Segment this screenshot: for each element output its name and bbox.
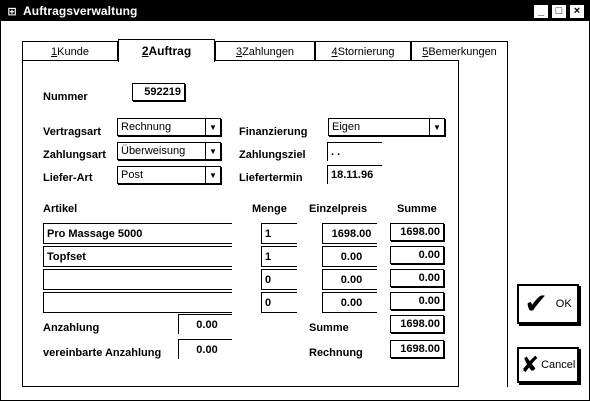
chevron-down-icon[interactable]: ▼ (205, 167, 220, 183)
zahlungsart-label: Zahlungsart (43, 149, 106, 161)
chevron-down-icon[interactable]: ▼ (205, 143, 220, 159)
einzelpreis-header: Einzelpreis (309, 203, 368, 215)
menge-field[interactable]: 0 (261, 292, 297, 313)
einzelpreis-field[interactable]: 0.00 (322, 269, 377, 290)
close-button[interactable]: × (569, 4, 585, 19)
finanzierung-label: Finanzierung (239, 126, 308, 138)
lieferart-label: Liefer-Art (43, 172, 93, 184)
chevron-down-icon[interactable]: ▼ (205, 119, 220, 135)
anzahlung-field[interactable]: 0.00 (178, 314, 232, 334)
artikel-field[interactable]: Topfset (43, 246, 232, 267)
summe-header: Summe (397, 203, 437, 215)
tab-strip (19, 39, 509, 61)
zahlungsziel-field[interactable]: . . (327, 142, 382, 161)
nummer-field[interactable]: 592219 (132, 83, 185, 101)
minimize-button[interactable]: _ (533, 4, 549, 19)
menge-field[interactable]: 1 (261, 246, 297, 267)
checkmark-icon: ✔ (524, 288, 548, 319)
summe-total-label: Summe (309, 322, 349, 334)
x-mark-icon: ✘ (520, 352, 540, 377)
window-title: Auftragsverwaltung (23, 4, 138, 18)
vertragsart-label: Vertragsart (43, 126, 102, 138)
summe-field: 0.00 (390, 269, 444, 287)
lieferart-select[interactable]: Post ▼ (117, 166, 221, 184)
vertragsart-select[interactable]: Rechnung ▼ (117, 118, 221, 136)
summe-field: 0.00 (390, 292, 444, 310)
liefertermin-label: Liefertermin (239, 172, 303, 184)
vereinbarte-anzahlung-label: vereinbarte Anzahlung (43, 347, 162, 359)
artikel-field[interactable] (43, 269, 232, 290)
tab-stornierung[interactable]: 4 Stornierung (315, 41, 411, 61)
tab-zahlungen[interactable]: 3 Zahlungen (215, 41, 315, 61)
artikel-field[interactable]: Pro Massage 5000 (43, 223, 232, 244)
menge-field[interactable]: 0 (261, 269, 297, 290)
cancel-button[interactable]: ✘ Cancel (517, 347, 579, 383)
einzelpreis-field[interactable]: 0.00 (322, 292, 377, 313)
einzelpreis-field[interactable]: 1698.00 (322, 223, 377, 244)
liefertermin-field[interactable]: 18.11.96 (327, 165, 382, 184)
anzahlung-label: Anzahlung (43, 322, 100, 334)
maximize-button[interactable]: □ (551, 4, 567, 19)
einzelpreis-field[interactable]: 0.00 (322, 246, 377, 267)
summe-field: 0.00 (390, 246, 444, 264)
system-menu-icon[interactable]: ⊞ (7, 5, 17, 18)
tab-kunde[interactable]: 1 Kunde (22, 41, 118, 61)
vereinbarte-anzahlung-field[interactable]: 0.00 (178, 339, 232, 359)
title-bar[interactable] (1, 1, 589, 21)
rechnung-label: Rechnung (309, 347, 363, 359)
chevron-down-icon[interactable]: ▼ (429, 119, 444, 135)
zahlungsziel-label: Zahlungsziel (239, 149, 306, 161)
ok-button[interactable]: ✔ OK (517, 284, 579, 324)
tab-auftrag[interactable]: 2 Auftrag (118, 39, 215, 62)
artikel-header: Artikel (43, 203, 78, 215)
tab-bemerkungen[interactable]: 5 Bemerkungen (411, 41, 508, 61)
finanzierung-select[interactable]: Eigen ▼ (328, 118, 445, 136)
rechnung-field: 1698.00 (390, 340, 444, 358)
zahlungsart-select[interactable]: Überweisung ▼ (117, 142, 221, 160)
menge-field[interactable]: 1 (261, 223, 297, 244)
artikel-field[interactable] (43, 292, 232, 313)
nummer-label: Nummer (43, 91, 88, 103)
summe-total-field: 1698.00 (390, 315, 444, 333)
menge-header: Menge (252, 203, 287, 215)
summe-field: 1698.00 (390, 223, 444, 241)
